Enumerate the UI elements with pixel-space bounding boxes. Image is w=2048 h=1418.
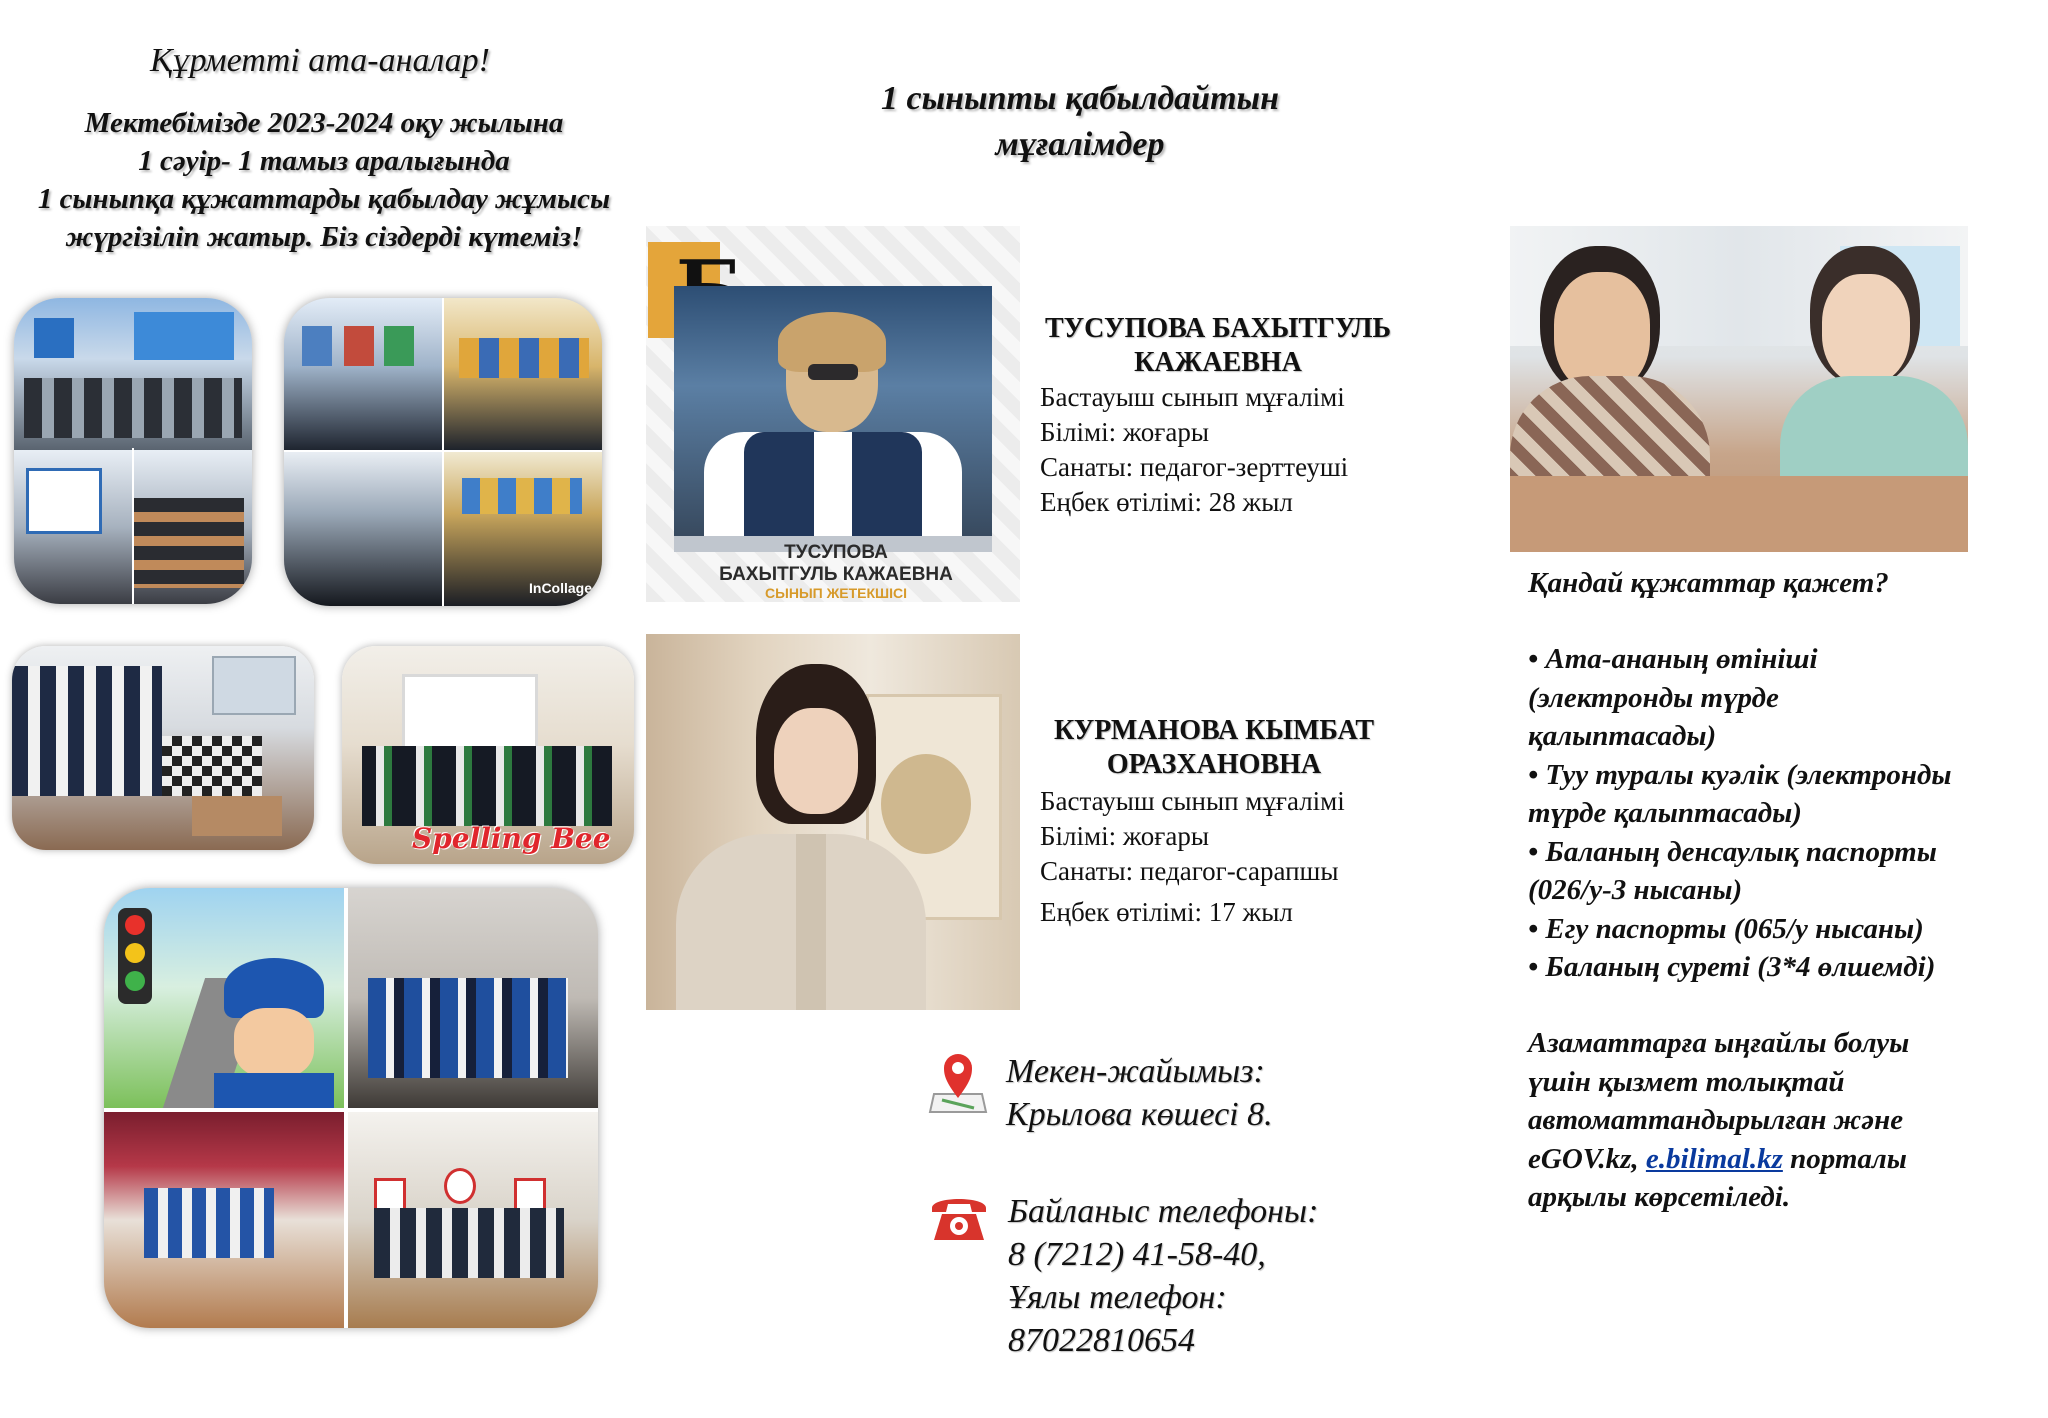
document-item: • Баланың суреті (3*4 өлшемді) <box>1528 951 1936 983</box>
school-hall-collage <box>284 298 602 606</box>
teacher2-name-line: ОРАЗХАНОВНА <box>1106 749 1322 780</box>
address-label: Мекен-жайымыз: <box>1006 1053 1265 1090</box>
announcement-line: 1 сыныпқа құжаттарды қабылдау жұмысы <box>37 183 611 215</box>
teacher1-name-line: КАЖАЕВНА <box>1134 347 1302 378</box>
teacher1-caption-line: СЫНЫП ЖЕТЕКШІСІ <box>765 585 907 601</box>
services-line: үшін қызмет толықтай <box>1528 1065 1845 1098</box>
address-value: Крылова көшесі 8. <box>1006 1096 1273 1133</box>
greeting: Құрметті ата-аналар! <box>150 42 490 79</box>
document-item: • Туу туралы куәлік (электронды <box>1528 758 1952 791</box>
document-item: (электронды түрде <box>1528 681 1779 714</box>
mobile-value[interactable]: 87022810654 <box>1008 1322 1195 1359</box>
teacher1-photo <box>646 226 1020 602</box>
teacher2-photo <box>646 634 1020 1010</box>
teacher1-education: Білімі: жоғары <box>1040 417 1210 447</box>
incollage-watermark: InCollage <box>529 580 593 596</box>
spelling-bee-label: Spelling Bee <box>412 822 611 855</box>
phone-label: Байланыс телефоны: <box>1008 1193 1319 1230</box>
teacher1-caption-line: БАХЫТГУЛЬ КАЖАЕВНА <box>719 564 953 585</box>
teacher2-details <box>1040 784 1345 930</box>
spelling-bee-photo <box>342 646 634 864</box>
services-line: Азаматтарға ыңғайлы болуы <box>1528 1027 1910 1059</box>
announcement <box>0 104 648 256</box>
teacher1-experience: Еңбек өтілімі: 28 жыл <box>1040 487 1293 517</box>
phone-icon <box>928 1190 990 1242</box>
mobile-label: Ұялы телефон: <box>1008 1279 1227 1316</box>
teacher1-details <box>1040 380 1348 520</box>
phone-value[interactable]: 8 (7212) 41-58-40, <box>1008 1236 1266 1273</box>
announcement-line: 1 сәуір- 1 тамыз аралығында <box>138 145 510 177</box>
traffic-safety-collage <box>104 888 598 1328</box>
address-block <box>1006 1050 1273 1136</box>
computer-class-photo <box>14 298 252 604</box>
document-item: қалыптасады) <box>1528 720 1717 752</box>
children-photo <box>1510 226 1968 552</box>
bilimal-link[interactable]: e.bilimal.kz <box>1645 1142 1783 1175</box>
teacher2-education: Білімі: жоғары <box>1040 821 1210 851</box>
services-line: арқылы көрсетіледі. <box>1528 1181 1791 1213</box>
document-item: • Егу паспорты (065/у нысаны) <box>1528 912 1924 945</box>
document-item: • Баланың денсаулық паспорты <box>1528 835 1937 868</box>
teacher2-position: Бастауыш сынып мұғалімі <box>1040 786 1345 816</box>
documents-list <box>1528 640 1952 987</box>
document-item: • Ата-ананың өтініші <box>1528 643 1818 675</box>
teacher2-experience: Еңбек өтілімі: 17 жыл <box>1040 897 1293 927</box>
documents-question: Қандай құжаттар қажет? <box>1528 567 1889 599</box>
portal-text: порталы <box>1790 1142 1907 1175</box>
teachers-heading-line: мұғалімдер <box>995 126 1165 163</box>
teachers-heading <box>800 76 1360 168</box>
teacher1-category: Санаты: педагог-зерттеуші <box>1040 452 1349 482</box>
location-pin-icon <box>928 1050 988 1114</box>
teacher1-name <box>1018 312 1418 380</box>
announcement-line: жүргізіліп жатыр. Біз сіздерді күтеміз! <box>65 221 583 253</box>
teacher1-caption-line: ТУСУПОВА <box>784 542 888 563</box>
egov-text: eGOV.kz, <box>1528 1142 1639 1175</box>
teachers-heading-line: 1 сыныпты қабылдайтын <box>880 80 1280 117</box>
teacher1-name-line: ТУСУПОВА БАХЫТГУЛЬ <box>1044 313 1392 344</box>
teacher1-photo-caption <box>686 542 986 600</box>
services-note <box>1528 1024 1909 1217</box>
services-line: автоматтандырылған және <box>1528 1104 1904 1136</box>
services-line <box>1528 1140 1909 1179</box>
teacher2-name <box>1014 714 1414 782</box>
chess-class-photo <box>12 646 314 850</box>
document-item: (026/у-3 нысаны) <box>1528 874 1743 906</box>
teacher2-category: Санаты: педагог-сарапшы <box>1040 856 1339 886</box>
announcement-line: Мектебімізде 2023-2024 оқу жылына <box>84 107 564 139</box>
teacher1-position: Бастауыш сынып мұғалімі <box>1040 382 1345 412</box>
teacher2-name-line: КУРМАНОВА КЫМБАТ <box>1053 715 1374 746</box>
phone-block <box>1008 1190 1318 1362</box>
document-item: түрде қалыптасады) <box>1528 797 1802 829</box>
